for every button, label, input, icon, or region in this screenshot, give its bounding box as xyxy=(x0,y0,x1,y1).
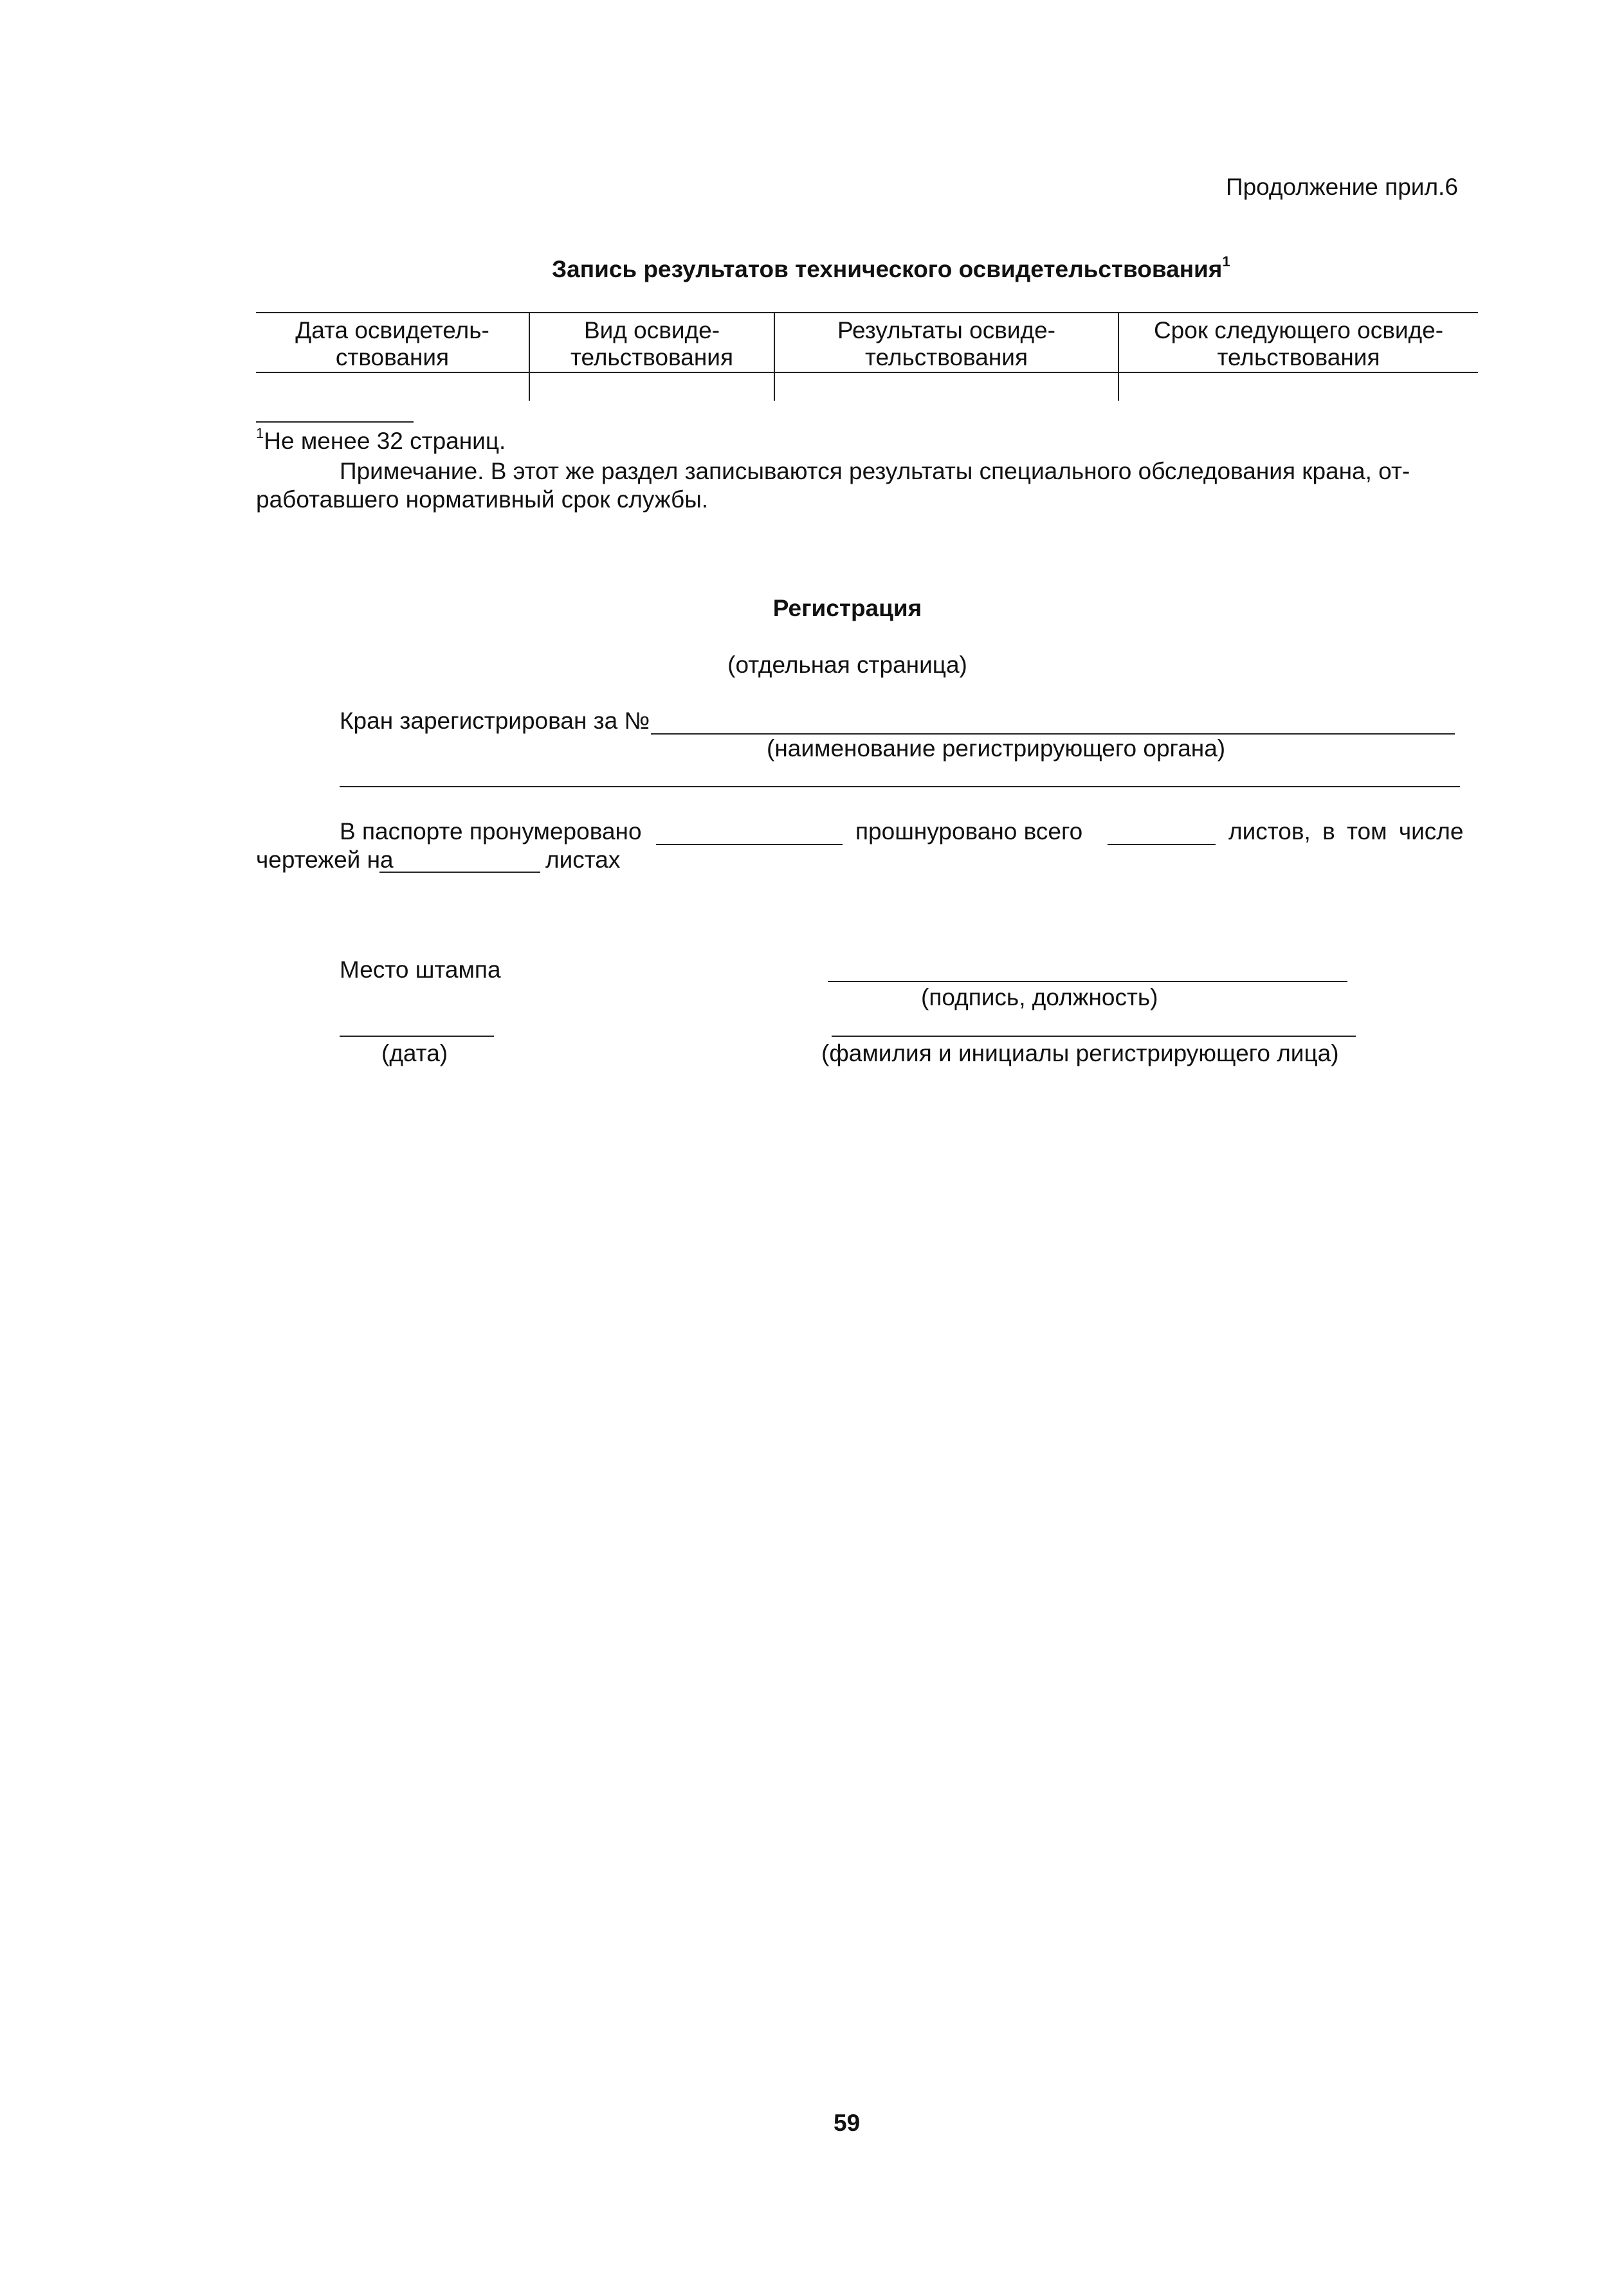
footnote: $^1$Не менее 32 страниц. xyxy=(256,425,506,454)
laced-sheets-field[interactable] xyxy=(1108,844,1216,845)
note-line-1: Примечание. В этот же раздел записываются результаты специального обследования крана, от- xyxy=(340,458,1410,484)
sheets-label: листов, в том числе xyxy=(1228,818,1464,845)
title-footnote-mark: 1 xyxy=(1222,253,1230,270)
drawings-sheets-label: листах xyxy=(545,846,621,873)
column-header-results: Результаты освиде- тельствования xyxy=(837,317,1056,370)
page-number: 59 xyxy=(834,2110,861,2136)
name-caption: (фамилия и инициалы регистрирующего лица) xyxy=(821,1040,1339,1066)
numbered-sheets-field[interactable] xyxy=(656,844,843,845)
table-header-rule xyxy=(256,372,1478,373)
passport-label: В паспорте пронумеровано xyxy=(340,818,642,845)
registration-number-field[interactable] xyxy=(651,733,1455,735)
name-field[interactable] xyxy=(832,1036,1356,1037)
table-top-rule xyxy=(256,312,1478,313)
registration-subtitle: (отдельная страница) xyxy=(727,652,967,678)
drawings-label: чертежей на xyxy=(256,846,394,873)
drawings-sheets-field[interactable] xyxy=(379,872,540,873)
date-field[interactable] xyxy=(340,1036,494,1037)
column-header-date: Дата освидетель- ствования xyxy=(295,317,489,370)
continuation-label: Продолжение прил.6 xyxy=(1226,174,1458,200)
column-header-next-date: Срок следующего освиде- тельствования xyxy=(1153,317,1444,370)
stamp-label: Место штампа xyxy=(340,956,501,983)
note-line-2: работавшего нормативный срок службы. xyxy=(256,486,709,513)
signature-caption: (подпись, должность) xyxy=(921,984,1158,1010)
signature-field[interactable] xyxy=(828,981,1347,982)
laced-label: прошнуровано всего xyxy=(855,818,1083,845)
footnote-rule xyxy=(256,421,414,423)
date-caption: (дата) xyxy=(381,1040,448,1066)
authority-caption: (наименование регистрирующего органа) xyxy=(767,735,1226,762)
registered-label: Кран зарегистрирован за № xyxy=(340,708,650,734)
column-header-type: Вид освиде- тельствования xyxy=(570,317,733,370)
authority-name-field[interactable] xyxy=(340,786,1460,787)
inspection-title: Запись результатов технического освидетельствования$^1$ xyxy=(552,253,1230,282)
footnote-mark: 1 xyxy=(256,425,264,441)
registration-title: Регистрация xyxy=(772,595,922,621)
